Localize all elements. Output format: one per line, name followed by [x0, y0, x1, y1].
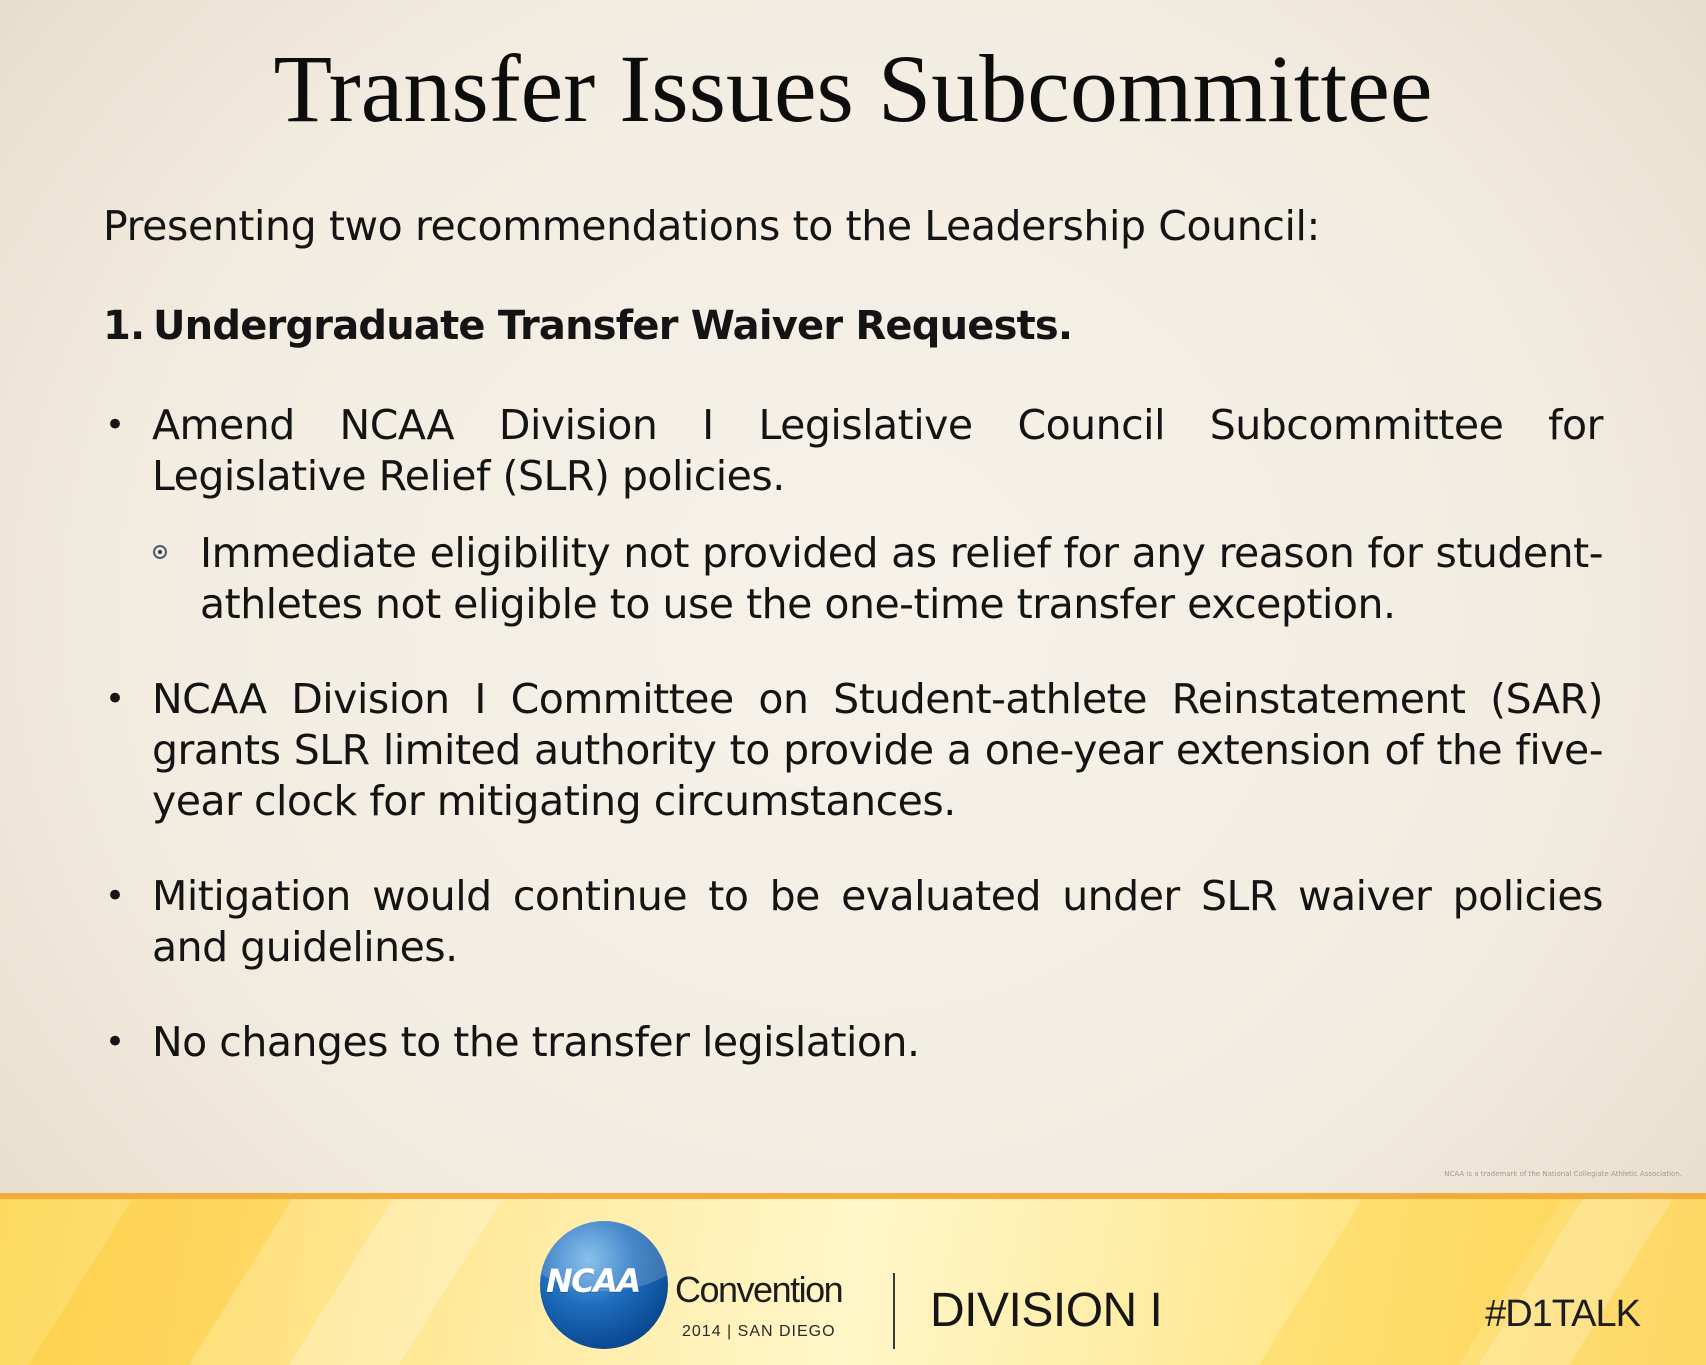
ncaa-logo-text: NCAA	[546, 1262, 640, 1300]
sub-bullet-item	[152, 528, 1603, 630]
bullet-item	[103, 1017, 1603, 1068]
ncaa-logo	[540, 1221, 668, 1349]
footer-decoration	[8, 1199, 293, 1365]
sub-bullet-text: Immediate eligibility not provided as relief for any reason for student-athletes not eligible to use the one-time transfer exception.	[200, 529, 1603, 628]
trademark-notice: NCAA is a trademark of the National Collegiate Athletic Association.	[1444, 1170, 1682, 1178]
bullet-icon: •	[105, 876, 126, 916]
circle-bullet-icon	[153, 545, 167, 559]
bullet-item	[103, 871, 1603, 973]
bullet-item	[103, 674, 1603, 827]
heading-text: Undergraduate Transfer Waiver Requests.	[153, 303, 1073, 349]
footer-divider	[893, 1273, 895, 1349]
bullet-icon: •	[105, 679, 126, 719]
bullet-list	[103, 400, 1603, 1068]
footer-decoration	[268, 1199, 503, 1365]
recommendation-heading	[103, 298, 1603, 354]
bullet-text: Amend NCAA Division I Legislative Council Subcommittee for Legislative Relief (SLR) policies.	[152, 401, 1603, 500]
division-label: DIVISION I	[930, 1284, 1163, 1337]
convention-subtitle: 2014 | SAN DIEGO	[682, 1323, 836, 1340]
bullet-text: No changes to the transfer legislation.	[152, 1018, 920, 1066]
intro-text: Presenting two recommendations to the Leadership Council:	[103, 202, 1320, 250]
bullet-text: NCAA Division I Committee on Student-athlete Reinstatement (SAR) grants SLR limited authority to provide a one-year extension of the five-year clock for mitigating circumstances.	[152, 675, 1603, 825]
hashtag-label: #D1TALK	[1485, 1293, 1640, 1335]
convention-label: Convention	[675, 1269, 843, 1310]
heading-number: 1.	[103, 303, 145, 349]
footer-banner	[0, 1193, 1706, 1365]
bullet-icon: •	[105, 405, 126, 445]
bullet-item	[103, 400, 1603, 630]
bullet-text: Mitigation would continue to be evaluated under SLR waiver policies and guidelines.	[152, 872, 1603, 971]
slide-title: Transfer Issues Subcommittee	[273, 35, 1433, 142]
slide-content	[103, 198, 1603, 1112]
bullet-icon: •	[105, 1022, 126, 1062]
